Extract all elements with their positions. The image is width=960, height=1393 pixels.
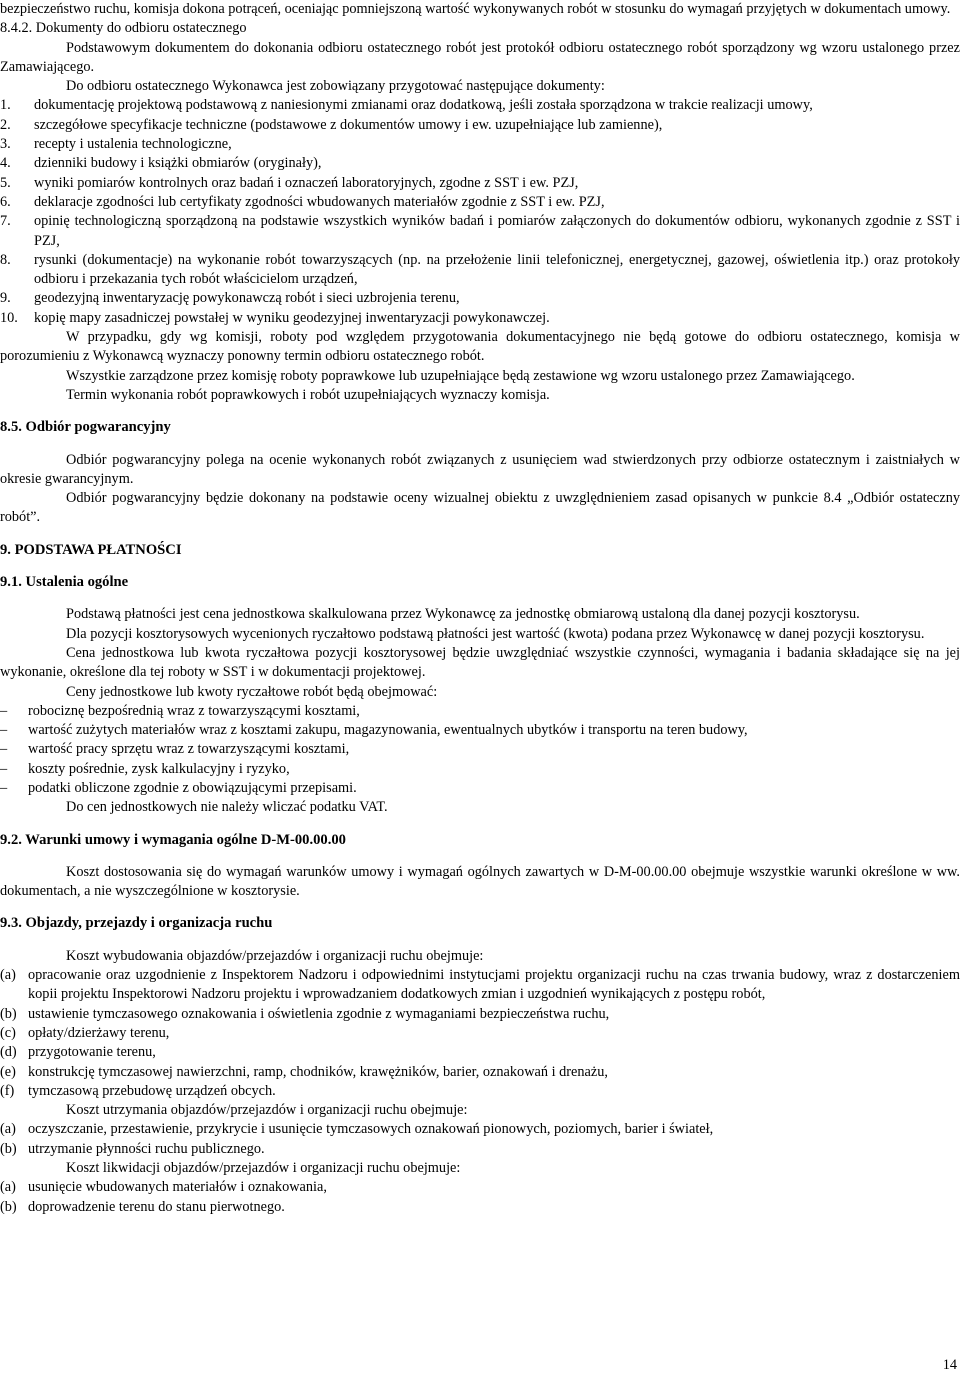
list-item [0,1198,960,1217]
list-item-text: usunięcie wbudowanych materiałów i oznakowania, [28,1179,327,1196]
section-9-heading: 9. PODSTAWA PŁATNOŚCI [0,541,182,558]
dash-list-item [0,702,960,721]
list-item-letter: (b) [0,1005,17,1022]
list-item-text: wartość zużytych materiałów wraz z kosztami zakupu, magazynowania, ewentualnych ubytków i transportu na teren budowy, [28,722,748,739]
paragraph: Wszystkie zarządzone przez komisję roboty poprawkowe lub uzupełniające będą zestawione wg wzoru ustalonego przez Zamawiającego. [66,367,855,384]
dash-list-item [0,760,960,779]
list-item-text: podatki obliczone zgodnie z obowiązującymi przepisami. [28,779,357,796]
list-item-text: opinię technologiczną sporządzoną na podstawie wszystkich wyników badań i pomiarów załączonych do dokumentów odbioru, wykonanych zgodnie z SST i PZJ, [34,213,960,249]
list-item-number: 10. [0,309,18,326]
list-item-text: wartość pracy sprzętu wraz z towarzyszącymi kosztami, [28,741,350,758]
list-item-text: konstrukcję tymczasowej nawierzchni, ramp, chodników, krawężników, barier, oznakowań i drenażu, [28,1063,608,1080]
paragraph: Podstawowym dokumentem do dokonania odbioru ostatecznego robót jest protokół odbioru ostatecznego robót sporządzony wg wzoru ustalonego przez Zamawiającego. [0,39,960,75]
dash-list-item [0,740,960,759]
list-item [0,1120,960,1139]
list-item-text: wyniki pomiarów kontrolnych oraz badań i oznaczeń laboratoryjnych, zgodne z SST i ew. PZJ, [34,174,579,191]
spacer [0,850,960,863]
list-item-letter: (a) [0,1121,16,1138]
list-item-text: opracowanie oraz uzgodnienie z Inspektorem Nadzoru i odpowiednimi instytucjami projektu organizacji ruchu na czas trwania budowy, wraz z dostarczeniem kopii projektu Inspektorowi Nadzoru projektu i wprowadzaniem dodatkowych zmian i uzgodnień wynikających z postępu robót, [28,967,960,1003]
dash-bullet: – [0,779,8,796]
paragraph: Termin wykonania robót poprawkowych i robót uzupełniających wyznaczy komisja. [66,386,550,403]
list-item-text: oczyszczanie, przestawienie, przykrycie i usunięcie tymczasowych oznakowań pionowych, poziomych, barier i świateł, [28,1121,714,1138]
list-item [0,966,960,1005]
list-item-text: doprowadzenie terenu do stanu pierwotnego. [28,1198,285,1215]
list-item-letter: (a) [0,1179,16,1196]
spacer [0,818,960,831]
spacer [0,934,960,947]
list-item-letter: (b) [0,1198,17,1215]
list-item-text: recepty i ustalenia technologiczne, [34,136,232,153]
list-item-text: opłaty/dzierżawy terenu, [28,1024,170,1041]
list-item [0,1082,960,1101]
removal-cost-list [0,1178,960,1217]
paragraph: Koszt likwidacji objazdów/przejazdów i organizacji ruchu obejmuje: [66,1160,461,1177]
page-number: 14 [942,1357,957,1373]
intro-paragraph: bezpieczeństwo ruchu, komisja dokona potrąceń, oceniając pomniejszoną wartość wykonywanych robót w stosunku do wymagań przyjętych w dokumentach umowy. [0,1,951,17]
spacer [0,528,960,541]
list-item [0,154,960,173]
list-item-letter: (e) [0,1063,16,1080]
paragraph: Dla pozycji kosztorysowych wycenionych ryczałtowo podstawą płatności jest wartość (kwota) podana przez Wykonawcę w danej pozycji kosztorysu. [66,625,925,642]
dash-bullet: – [0,741,8,758]
paragraph: Odbiór pogwarancyjny będzie dokonany na podstawie oceny wizualnej obiektu z uwzględnieniem zasad opisanych w punkcie 8.4 „Odbiór ostateczny robót”. [0,490,960,526]
paragraph: Podstawą płatności jest cena jednostkowa skalkulowana przez Wykonawcę za jednostkę obmiarową ustaloną dla danej pozycji kosztorysu. [66,606,860,623]
list-item-text: szczegółowe specyfikacje techniczne (podstawowe z dokumentów umowy i ew. uzupełniające lub zamienne), [34,116,663,133]
cost-components-list [0,702,960,798]
section-8-4-2-heading: 8.4.2. Dokumenty do odbioru ostatecznego [0,20,247,37]
list-item [0,1140,960,1159]
list-item-number: 7. [0,213,11,230]
list-item-letter: (d) [0,1044,17,1061]
paragraph: Koszt utrzymania objazdów/przejazdów i organizacji ruchu obejmuje: [66,1102,468,1119]
list-item-text: ustawienie tymczasowego oznakowania i oświetlenia zgodnie z wymaganiami bezpieczeństwa ruchu, [28,1005,610,1022]
list-item-text: utrzymanie płynności ruchu publicznego. [28,1140,265,1157]
list-item-text: koszty pośrednie, zysk kalkulacyjny i ryzyko, [28,760,290,777]
list-item [0,1005,960,1024]
dash-bullet: – [0,722,8,739]
list-item-number: 5. [0,174,11,191]
list-item [0,212,960,251]
list-item-text: deklaracje zgodności lub certyfikaty zgodności wbudowanych materiałów zgodnie z SST i ew. PZJ, [34,193,605,210]
dash-bullet: – [0,702,8,719]
list-item-number: 8. [0,251,11,268]
dash-list-item [0,721,960,740]
list-item [0,116,960,135]
paragraph: Koszt wybudowania objazdów/przejazdów i organizacji ruchu obejmuje: [66,947,484,964]
list-item [0,309,960,328]
list-item-text: dokumentację projektową podstawową z naniesionymi zmianami oraz dodatkową, jeśli została sporządzona w trakcie realizacji umowy, [34,97,813,114]
list-item-letter: (b) [0,1140,17,1157]
list-item-letter: (a) [0,967,16,984]
spacer [0,592,960,605]
dash-list-item [0,779,960,798]
spacer [0,560,960,573]
list-item [0,1063,960,1082]
list-item-letter: (f) [0,1082,15,1099]
list-item [0,1024,960,1043]
list-item-number: 9. [0,290,11,307]
dash-bullet: – [0,760,8,777]
section-8-5-heading: 8.5. Odbiór pogwarancyjny [0,419,171,436]
section-9-3-heading: 9.3. Objazdy, przejazdy i organizacja ruchu [0,915,273,932]
list-item [0,289,960,308]
list-item [0,1178,960,1197]
list-item [0,174,960,193]
list-item-letter: (c) [0,1024,16,1041]
paragraph: Do cen jednostkowych nie należy wliczać podatku VAT. [66,799,388,816]
section-9-1-heading: 9.1. Ustalenia ogólne [0,574,129,591]
list-item-text: rysunki (dokumentacje) na wykonanie robót towarzyszących (np. na przełożenie linii telefonicznej, energetycznej, gazowej, oświetlenia itp.) oraz protokoły odbioru i przekazania tych robót właścicielom urządzeń, [34,251,960,288]
list-item-text: dzienniki budowy i książki obmiarów (oryginały), [34,155,322,172]
list-item-number: 6. [0,193,11,210]
list-item-number: 4. [0,155,11,172]
list-item [0,96,960,115]
paragraph: Ceny jednostkowe lub kwoty ryczałtowe robót będą obejmować: [66,683,438,700]
list-item [0,251,960,290]
spacer [0,405,960,418]
maintenance-cost-list [0,1120,960,1159]
spacer [0,901,960,914]
list-item-text: robociznę bezpośrednią wraz z towarzyszącymi kosztami, [28,702,360,719]
list-item-text: tymczasową przebudowę urządzeń obcych. [28,1082,276,1099]
paragraph: Koszt dostosowania się do wymagań warunków umowy i wymagań ogólnych zawartych w D-M-00.00.00 obejmuje wszystkie warunki określone w ww. dokumentach, a nie wyszczególnione w kosztorysie. [0,863,960,900]
spacer [0,438,960,451]
list-item-text: geodezyjną inwentaryzację powykonawczą robót i sieci uzbrojenia terenu, [34,290,460,307]
documents-list [0,96,960,328]
construction-cost-list [0,966,960,1101]
list-item [0,193,960,212]
list-item-number: 2. [0,116,11,133]
list-item-text: kopię mapy zasadniczej powstałej w wyniku geodezyjnej inwentaryzacji powykonawczej. [34,309,550,326]
list-item-number: 1. [0,97,11,114]
list-item-text: przygotowanie terenu, [28,1044,156,1061]
paragraph: Do odbioru ostatecznego Wykonawca jest zobowiązany przygotować następujące dokumenty: [66,78,605,95]
section-9-2-heading: 9.2. Warunki umowy i wymagania ogólne D-M-00.00.00 [0,831,346,848]
paragraph: Cena jednostkowa lub kwota ryczałtowa pozycji kosztorysowej będzie uwzględniać wszystkie czynności, wymagania i badania składające się na jej wykonanie, określone dla tej roboty w SST i w dokumentacji projektowej. [0,644,960,681]
list-item [0,135,960,154]
paragraph: Odbiór pogwarancyjny polega na ocenie wykonanych robót związanych z usunięciem wad stwierdzonych przy odbiorze ostatecznym i zaistniałych w okresie gwarancyjnym. [0,451,960,487]
list-item-number: 3. [0,136,11,153]
paragraph: W przypadku, gdy wg komisji, roboty pod względem przygotowania dokumentacyjnego nie będą gotowe do odbioru ostatecznego, komisja w porozumieniu z Wykonawcą wyznaczy ponowny termin odbioru ostatecznego robót. [0,329,960,365]
list-item [0,1043,960,1062]
